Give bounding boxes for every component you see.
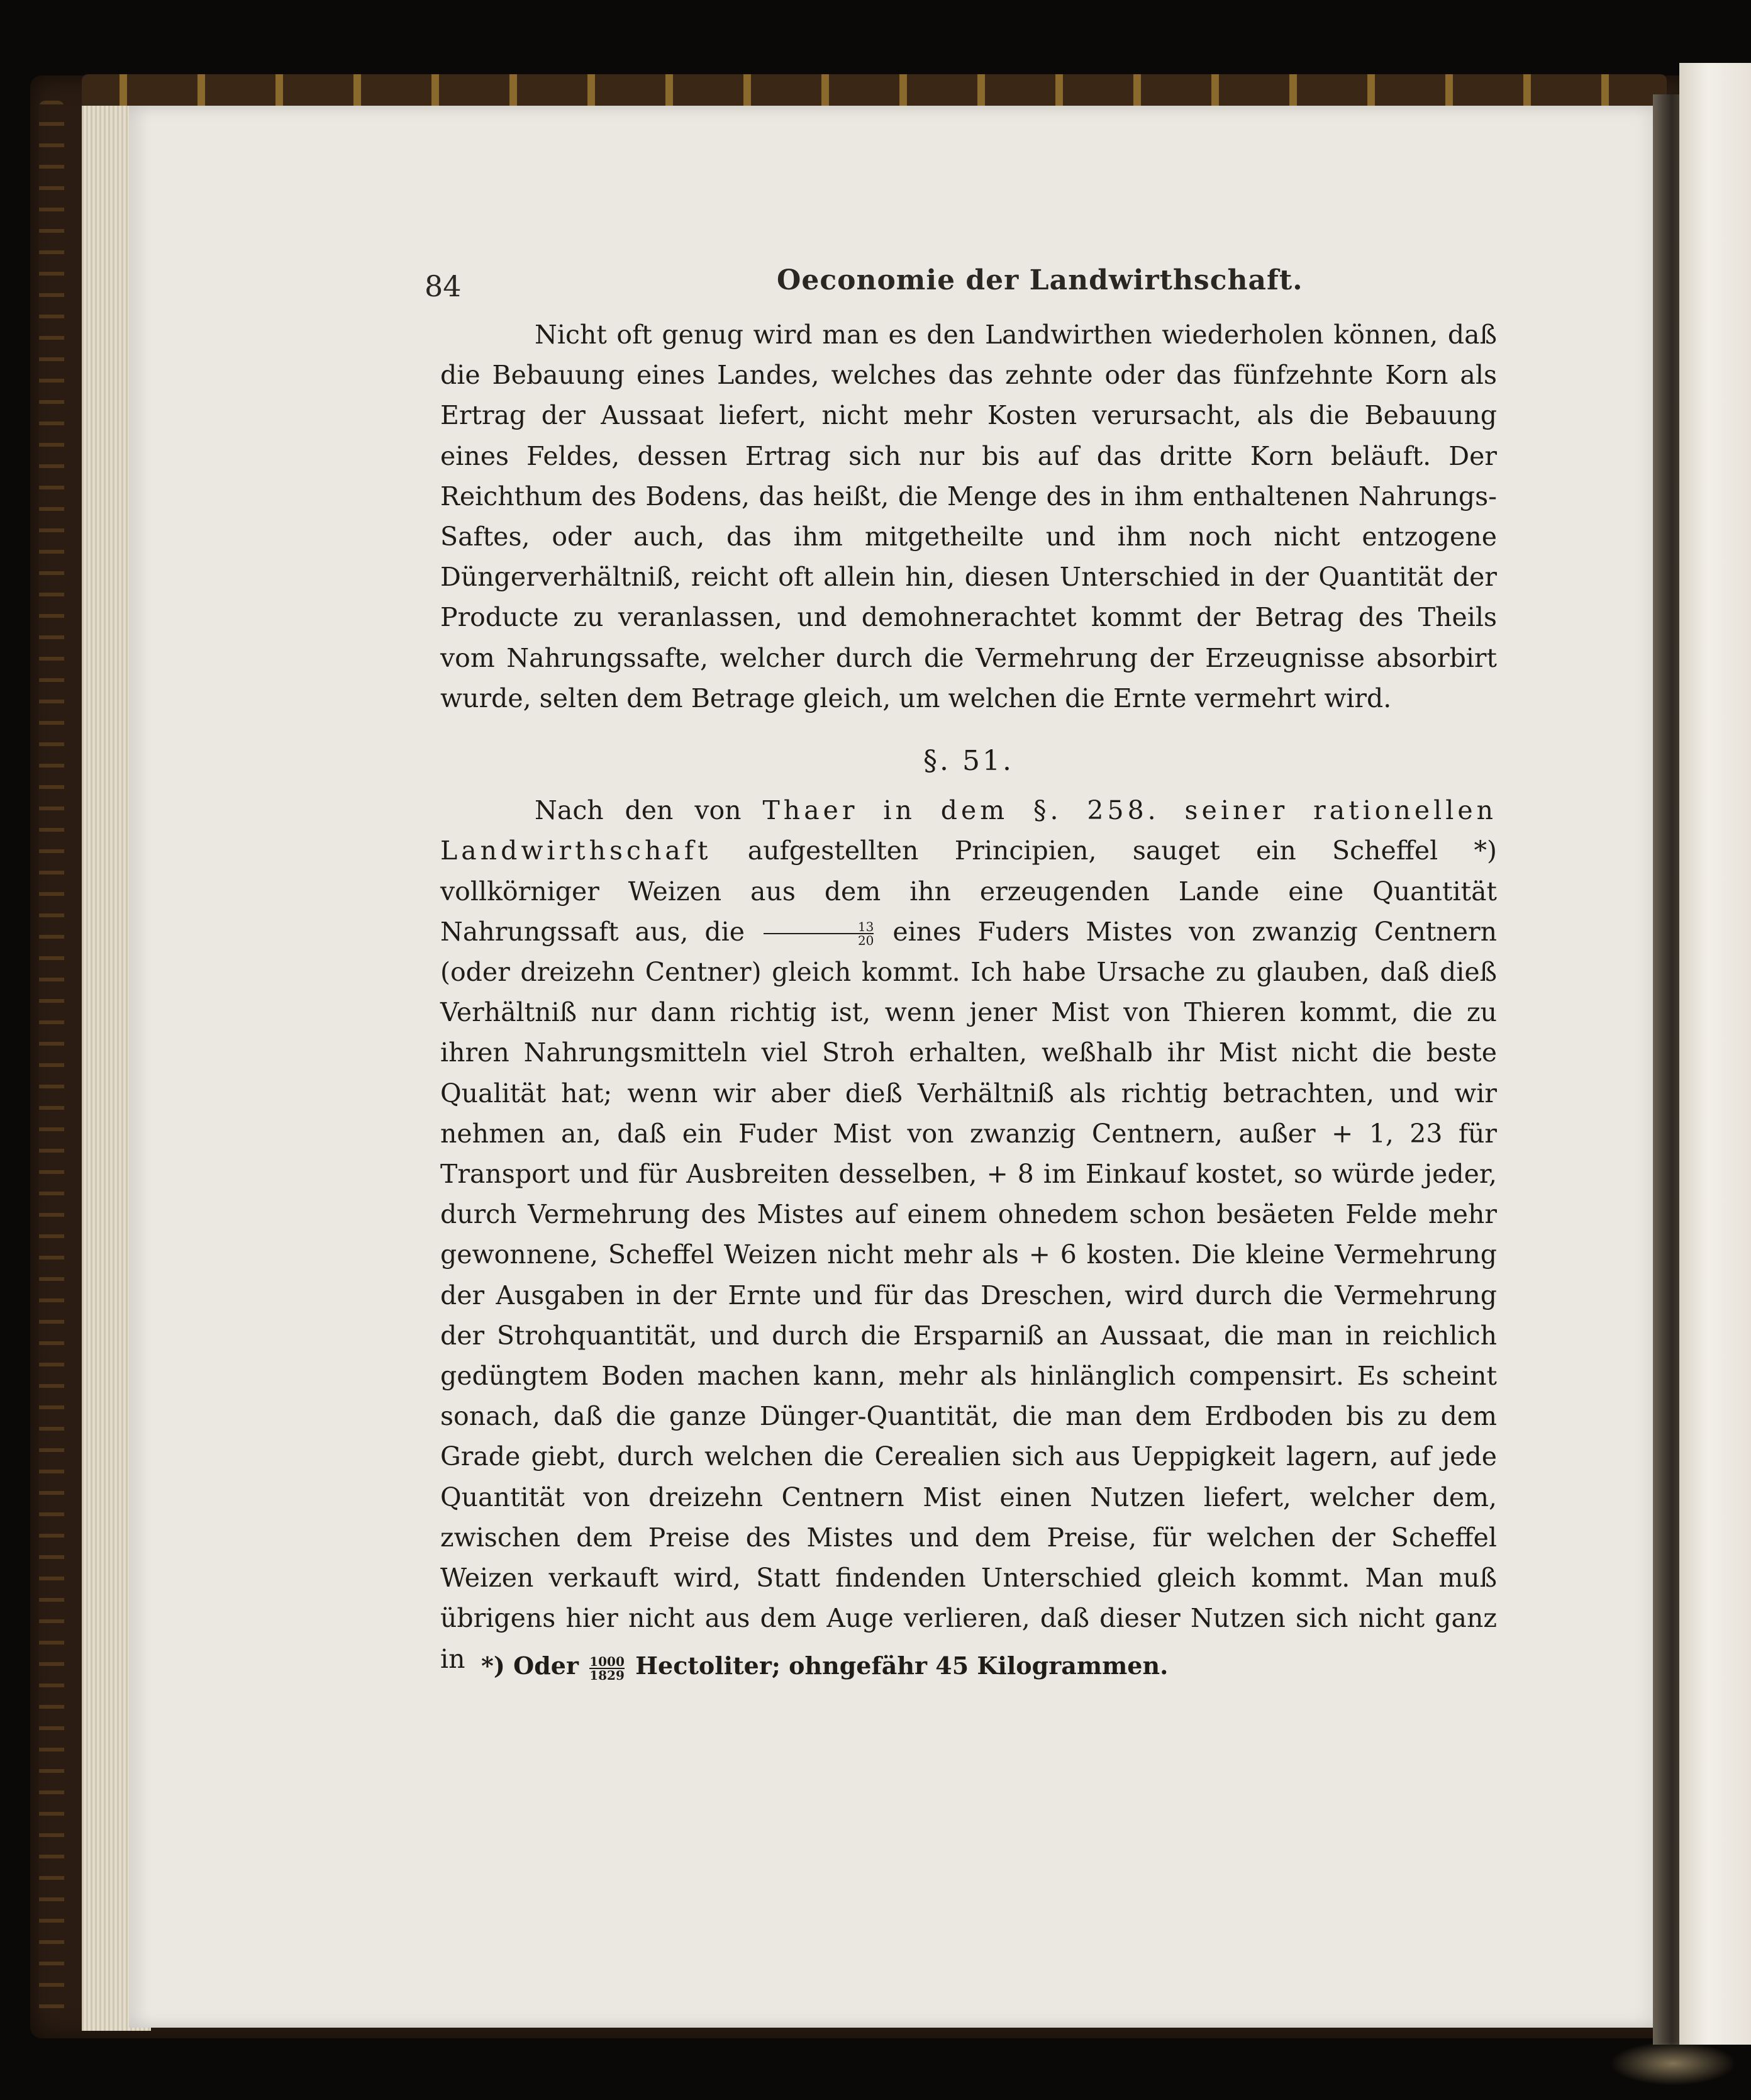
page-number: 84 xyxy=(425,269,462,303)
fraction-denominator: 20 xyxy=(857,933,874,949)
section-heading: §. 51. xyxy=(923,745,1014,778)
footnote-fraction-numerator: 1000 xyxy=(589,1653,625,1669)
fraction xyxy=(764,920,874,947)
paragraph-2-part-a: aufgestellten Principien, sauget ein Scheffel *) vollkörniger Weizen aus dem ihn erzeugenden Lande eine Quantität Nahrungssaft aus, die xyxy=(440,835,1497,947)
paragraph-2-lead: Nach den von xyxy=(535,795,763,826)
right-page-edge xyxy=(1679,63,1751,2045)
footnote-fraction xyxy=(589,1655,625,1682)
spine-ornament xyxy=(39,101,64,2013)
body-text xyxy=(440,315,1497,1679)
footnote xyxy=(481,1651,1362,1682)
running-title: Oeconomie der Landwirthschaft. xyxy=(777,264,1303,296)
paragraph-1: Nicht oft genug wird man es den Landwirthen wiederholen können, daß die Bebauung eines Landes, welches das zehnte oder das fünfzehnte Korn als Ertrag der Aussaat liefert, nicht mehr Kosten verursacht, als die Bebauung eines Feldes, dessen Ertrag sich nur bis auf das dritte Korn beläuft. Der Reichthum des Bodens, das heißt, die Menge des in ihm enthaltenen Nahrungs-Saftes, oder auch, das ihm mitgetheilte und ihm noch nicht entzogene Düngerverhältniß, reicht oft allein hin, diesen Unterschied in der Quantität der Producte zu veranlassen, und demohnerachtet kommt der Betrag des Theils vom Nahrungssafte, welcher durch die Vermehrung der Erzeugnisse absorbirt wurde, selten dem Betrage gleich, um welchen die Ernte vermehrt wird. xyxy=(440,320,1497,713)
spaced-citation: Thaer in dem §. 258. seiner rationellen Landwirthschaft xyxy=(440,795,1497,866)
page-header xyxy=(425,264,1497,308)
paragraph-2-part-b: eines Fuders Mistes von zwanzig Centnern (oder dreizehn Centner) gleich kommt. Ich habe Ursache zu glauben, daß dieß Verhältniß nur dann richtig ist, wenn jener Mist von Thieren kommt, die zu ihren Nahrungsmitteln viel Stroh erhalten, weßhalb ihr Mist nicht die beste Qualität hat; wenn wir aber dieß Verhältniß als richtig betrachten, und wir nehmen an, daß ein Fuder Mist von zwanzig Centnern, außer + 1, 23 für Transport und für Ausbreiten desselben, + 8 im Einkauf kostet, so würde jeder, durch Vermehrung des Mistes auf einem ohnedem schon besäeten Felde mehr gewonnene, Scheffel Weizen nicht mehr als + 6 kosten. Die kleine Vermehrung der Ausgaben in der Ernte und für das Dreschen, wird durch die Vermehrung der Strohquantität, und durch die Ersparniß an Aussaat, die man in reichlich gedüngtem Boden machen kann, mehr als hinlänglich compensirt. Es scheint sonach, daß die ganze Dünger-Quantität, die man dem Erdboden bis zu dem Grade giebt, durch welchen die Cerealien sich aus Ueppigkeit lagern, auf jede Quantität von dreizehn Centnern Mist einen Nutzen liefert, welcher dem, zwischen dem Preise des Mistes und dem Preise, für welchen der Scheffel Weizen verkauft wird, Statt findenden Unterschied gleich kommt. Man muß übrigens hier nicht aus dem Auge verlieren, daß dieser Nutzen sich nicht ganz in xyxy=(440,916,1497,1674)
gilt-border xyxy=(82,74,1667,109)
paper-stain xyxy=(1610,2041,1736,2086)
paragraph-2 xyxy=(440,790,1497,1678)
footnote-fraction-denominator: 1829 xyxy=(589,1667,625,1683)
footnote-marker: *) xyxy=(481,1651,505,1680)
fraction-numerator: 13 xyxy=(764,920,874,934)
footnote-text-before: Oder xyxy=(513,1651,579,1680)
footnote-text-after: Hectoliter; ohngefähr 45 Kilogrammen. xyxy=(635,1651,1169,1680)
